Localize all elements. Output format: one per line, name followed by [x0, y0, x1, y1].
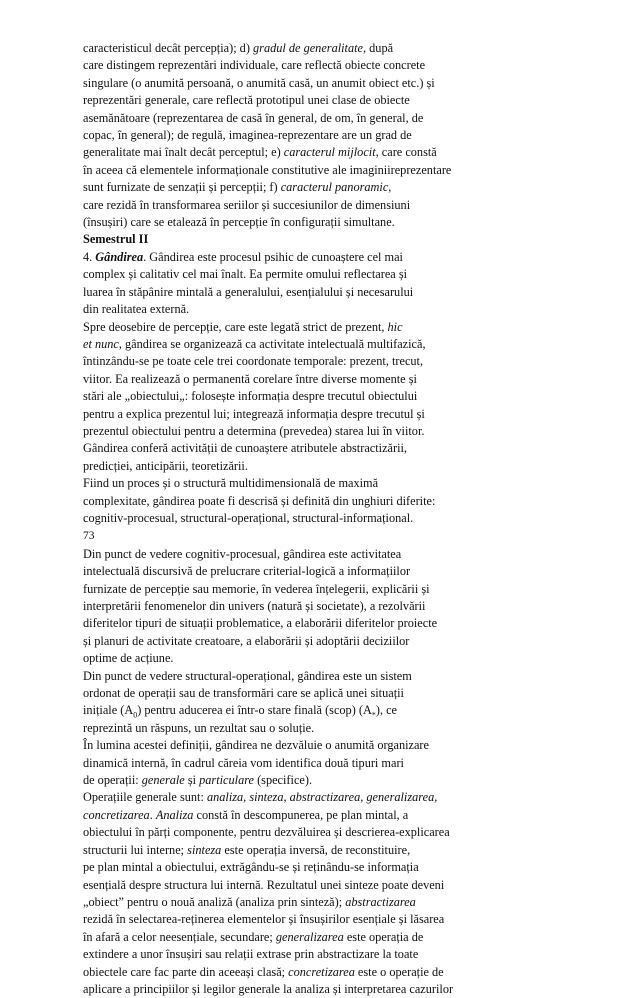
text-run: structurii lui interne;	[83, 842, 188, 857]
text-line	[83, 720, 553, 737]
text-run: , gândirea se organizează ca activitate intelectuală multifazică,	[118, 336, 426, 351]
text-run: stări ale „obiectului„: folosește informația despre trecutul obiectului	[83, 389, 418, 404]
text-run: Gândirea conferă activității de cunoaștere atributele abstractizării,	[83, 441, 407, 456]
text-run: generalitate mai înalt decât perceptul; e)	[83, 145, 284, 160]
text-run: complex și calitativ cel mai înalt. Ea permite omului reflectarea și	[83, 267, 408, 282]
text-run: generalizarea	[275, 929, 344, 944]
text-run: ordonat de operații sau de transformări care se aplică unei situații	[83, 686, 404, 701]
text-run: dinamică internă, în cadrul căreia vom identifica două tipuri mari	[83, 755, 404, 770]
text-run: Fiind un proces și o structură multidimensională de maximă	[83, 476, 379, 491]
text-line	[83, 859, 553, 876]
text-line	[83, 633, 553, 650]
text-run: care distingem reprezentări individuale, care reflectă obiecte concrete	[83, 58, 426, 73]
text-line	[83, 493, 553, 510]
text-line	[83, 946, 553, 963]
text-line	[83, 57, 553, 74]
text-line	[83, 929, 553, 946]
text-run: Din punct de vedere cognitiv-procesual, gândirea este activitatea	[83, 546, 402, 561]
text-run: aplicare a principiilor și legilor generale la analiza și interpretarea cazurilor	[83, 981, 454, 996]
text-run: luarea în stăpânire mintală a generalului, esențialului și necesarului	[83, 284, 414, 299]
text-run: particulare	[199, 773, 254, 788]
text-run: ), ce	[375, 703, 398, 718]
text-run: et nunc	[83, 336, 119, 351]
text-run: , care constă	[375, 145, 437, 160]
text-line	[83, 685, 553, 702]
text-run: prezentul obiectului pentru a determina (prevedea) starea lui în viitor.	[83, 423, 425, 438]
text-line	[83, 40, 553, 57]
text-run: întinzându-se pe toate cele trei coordonate temporale: prezent, trecut,	[83, 354, 424, 369]
text-run: concretizarea	[83, 807, 150, 822]
text-line	[83, 423, 553, 440]
text-run: copac, în general); de regulă, imaginea-reprezentare are un grad de	[83, 128, 412, 143]
text-line	[83, 877, 553, 894]
text-run: (specifice).	[254, 773, 313, 788]
text-line	[83, 475, 553, 492]
text-line	[83, 458, 553, 475]
text-run: generale	[141, 773, 185, 788]
text-run: hic	[387, 319, 403, 334]
text-line	[83, 388, 553, 405]
text-line	[83, 406, 553, 423]
text-run: 4.	[83, 249, 96, 264]
text-run: asemănătoare (reprezentarea de casă în general, de om, în general, de	[83, 110, 424, 125]
text-line	[83, 737, 553, 754]
text-line	[83, 546, 553, 563]
text-run: diferitelor tipuri de situații problematice, a elaborării diferitelor proiecte	[83, 616, 438, 631]
text-run: caracterul mijlocit	[283, 145, 376, 160]
text-run: din realitatea externă.	[83, 302, 190, 317]
text-line	[83, 266, 553, 283]
page-number: 73	[83, 530, 95, 543]
text-line	[83, 668, 553, 685]
text-line	[83, 702, 553, 719]
text-run: reprezintă un răspuns, un rezultat sau o soluție.	[83, 720, 315, 735]
text-line	[83, 772, 553, 789]
text-line	[83, 319, 553, 336]
section-heading: Semestrul II	[83, 232, 149, 247]
text-run: gradul de generalitate	[253, 41, 363, 55]
text-run: în aceea că elementele informaționale constitutive ale imaginiireprezentare	[83, 162, 452, 177]
term-heading: Gândirea	[95, 249, 144, 264]
text-run: este o operație de	[354, 964, 444, 979]
text-run: (însușiri) care se etalează în percepție în configurații simultane.	[83, 215, 395, 230]
text-line	[83, 301, 553, 318]
text-run: pentru a explica prezentul lui; integrează informația despre trecutul și	[83, 406, 425, 421]
text-run: reprezentări generale, care reflectă prototipul unei clase de obiecte	[83, 93, 410, 108]
text-run: Spre deosebire de percepție, care este legată strict de prezent,	[83, 319, 388, 334]
text-run: esențială despre structura lui internă. Rezultatul unei sinteze poate deveni	[83, 877, 445, 892]
text-run: ) pentru aducerea ei într-o stare finală (scop) (A	[137, 703, 372, 718]
text-line	[83, 197, 553, 214]
text-line	[83, 127, 553, 144]
text-line	[83, 964, 553, 981]
text-run: este operația de	[343, 929, 424, 944]
text-run: caracteristicul decât percepția); d)	[83, 41, 254, 55]
text-run: care rezidă în transformarea seriilor și succesiunilor de dimensiuni	[83, 197, 411, 212]
text-line	[83, 440, 553, 457]
text-line	[83, 214, 553, 231]
text-run: rezidă în selectarea-reținerea elementelor și însușirilor esențiale și lăsarea	[83, 912, 445, 927]
text-run: extindere a unor însușiri sau relații extrase prin abstractizare la toate	[83, 947, 419, 962]
text-line	[83, 563, 553, 580]
text-line	[83, 981, 553, 998]
text-line	[83, 789, 553, 806]
text-run: Operațiile generale sunt:	[83, 790, 207, 805]
text-line	[83, 371, 553, 388]
text-run: obiectului în părți componente, pentru dezvăluirea și descrierea-explicarea	[83, 825, 450, 840]
text-line	[83, 755, 553, 772]
text-run: Analiza	[155, 807, 194, 822]
text-run: intelectuală discursivă de prelucrare criterial-logică a informațiilor	[83, 564, 411, 579]
text-run: „obiect” pentru o nouă analiză (analiza prin sinteză);	[83, 894, 346, 909]
text-run: cognitiv-procesual, structural-operațional, structural-informațional.	[83, 510, 414, 525]
text-line	[83, 162, 553, 179]
text-run: .	[149, 807, 156, 822]
text-run: și	[184, 773, 200, 788]
text-run: singulare (o anumită persoană, o anumită casă, un anumit obiect etc.) și	[83, 75, 435, 90]
text-run: ,	[388, 180, 392, 195]
text-run: optime de acțiune.	[83, 651, 174, 666]
text-run: inițiale (A	[83, 703, 134, 718]
text-line	[83, 824, 553, 841]
text-line	[83, 510, 553, 527]
text-run: Din punct de vedere structural-operațional, gândirea este un sistem	[83, 668, 412, 683]
text-line	[83, 284, 553, 301]
text-run: 0	[133, 710, 138, 720]
text-run: obiectele care fac parte din aceeași clasă;	[83, 964, 289, 979]
text-run: În lumina acestei definiții, gândirea ne dezvăluie o anumită organizare	[83, 738, 429, 753]
text-run: sinteza	[187, 842, 222, 857]
text-line	[83, 807, 553, 824]
text-line	[83, 598, 553, 615]
page-text-body	[83, 40, 553, 998]
text-run: interpretării fenomenelor din univers (natură și societate), a rezolvării	[83, 599, 426, 613]
text-line	[83, 75, 553, 92]
text-line	[83, 249, 553, 266]
text-run: , după	[363, 41, 394, 55]
text-run: de operații:	[83, 773, 142, 788]
text-run: constă în descompunerea, pe plan mintal, a	[193, 807, 409, 822]
text-line	[83, 144, 553, 161]
text-run: furnizate de percepție sau memorie, în vederea înțelegerii, explicării și	[83, 581, 430, 596]
text-line	[83, 581, 553, 598]
text-line	[83, 92, 553, 109]
text-run: *	[371, 710, 376, 720]
text-line	[83, 911, 553, 928]
text-run: viitor. Ea realizează o permanentă corelare între diverse momente și	[83, 371, 417, 386]
text-line	[83, 179, 553, 196]
text-line	[83, 110, 553, 127]
text-run: . Gândirea este procesul psihic de cunoaștere cel mai	[143, 249, 403, 264]
text-line	[83, 527, 553, 545]
text-line	[83, 650, 553, 667]
text-line	[83, 231, 553, 248]
text-run: și planuri de activitate creatoare, a elaborării și adoptării deciziilor	[83, 633, 410, 648]
text-run: pe plan mintal a obiectului, extrăgându-se și reținându-se informația	[83, 860, 419, 875]
text-line	[83, 615, 553, 632]
text-run: abstractizarea	[345, 894, 416, 909]
text-run: complexitate, gândirea poate fi descrisă și definită din unghiuri diferite:	[83, 493, 436, 508]
text-run: concretizarea	[288, 964, 355, 979]
text-line	[83, 336, 553, 353]
text-run: este operația inversă, de reconstituire,	[221, 842, 411, 857]
text-run: analiza, sinteza, abstractizarea, generalizarea,	[206, 790, 438, 805]
text-run: sunt furnizate de senzații și percepții; f)	[83, 180, 281, 195]
text-line	[83, 842, 553, 859]
text-line	[83, 353, 553, 370]
text-run: caracterul panoramic	[280, 180, 389, 195]
text-run: în afară a celor neesențiale, secundare;	[83, 929, 276, 944]
text-run: predicției, anticipării, teoretizării.	[83, 458, 248, 473]
